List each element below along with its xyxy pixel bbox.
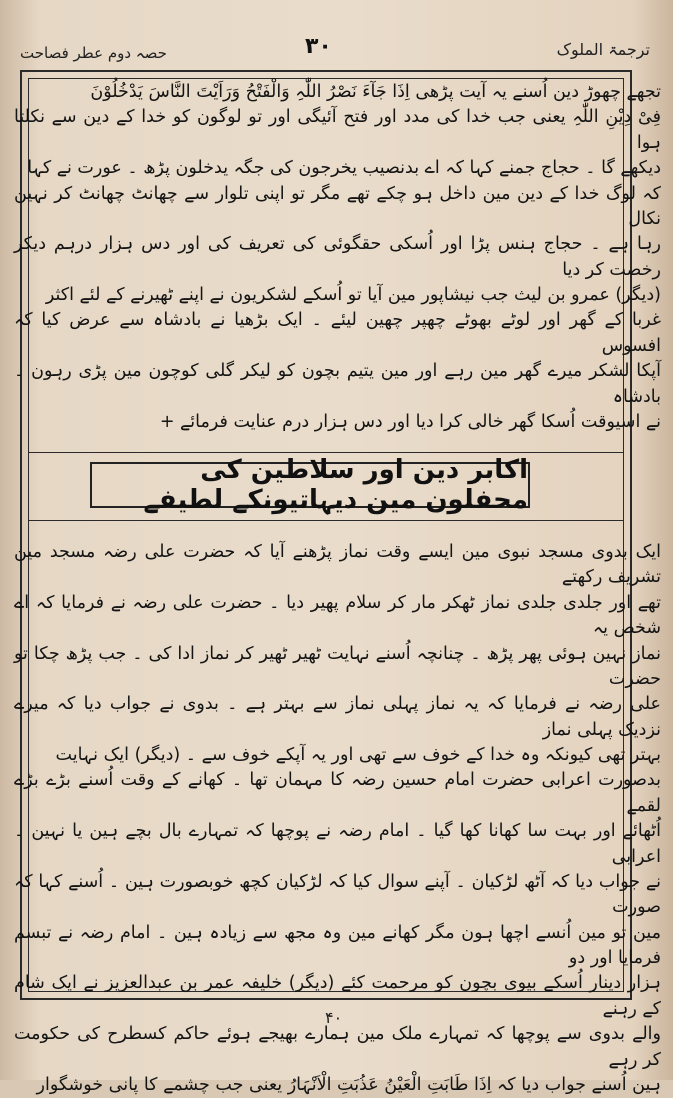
text-line: ایک بدوی مسجد نبوی مین ایسے وقت نماز پڑھنے آیا کہ حضرت علی رضہ مسجد مین تشریف رکھتے (14, 542, 661, 588)
page-header (20, 34, 650, 74)
text-line: تجھے چھوڑ دین اُسنے یہ آیت پڑھی اِذَا جَآءَ نَصْرُ اللّٰہِ وَالْفَتْحُ وَرَاَیْتَ النَّاسَ یَدْخُلُوْنَ (90, 82, 661, 102)
text-line: تھے اور جلدی جلدی نماز ٹھکر مار کر سلام پھیر دیا ۔ حضرت علی رضہ نے فرمایا کہ اے شخص یہ (14, 592, 661, 639)
section-title: حصہ دوم عطر فصاحت (20, 44, 167, 62)
text-line: فِیْ دِیْنِ اللّٰہِ یعنی جب خدا کی مدد اور فتح آئیگی اور تو لوگون کو خدا کے دین سے نکلتا ہوا (14, 107, 661, 153)
text-line: ہین اُسنے جواب دیا کہ اِذَا طَابَتِ الْعَیْنُ عَذُبَتِ الْاَنْہَارُ یعنی جب چشمے کا پانی خوشگوار (36, 1074, 661, 1095)
page-number: ۳۰ (305, 34, 332, 59)
text-line: بدصورت اعرابی حضرت امام حسین رضہ کا مہمان تھا ۔ کھانے کے وقت اُسنے بڑے بڑے لقمے (14, 770, 661, 816)
text-line: غربا کے گھر اور لوٹے بھوٹے چھپر چھین لیئے ۔ ایک بڑھیا نے بادشاہ سے عرض کیا کہ افسوس (14, 310, 661, 356)
text-line: نے جواب دیا کہ آٹھ لڑکیان ۔ آپنے سوال کیا کہ لڑکیان کچھ خوبصورت ہین ۔ اُسنے کہا کہ صورت (14, 871, 661, 918)
text-line: آپکا لشکر میرے گھر مین رہے اور مین یتیم بچون کو لیکر گلی کوچون مین پڑی رہون ۔ بادشاہ (14, 361, 661, 407)
section-divider-top (28, 452, 624, 453)
section-divider-bottom (28, 520, 624, 521)
text-line: علی رضہ نے فرمایا کہ یہ نماز پہلی نماز سے بہتر ہے ۔ بدوی نے جواب دیا کہ میرے نزدیک پہلی نماز (14, 694, 661, 740)
section-heading: اکابر دین اور سلاطین کی محفلون مین دیہاتیونکے لطیفے (90, 462, 530, 508)
text-line: نماز نہین ہوئی پھر پڑھ ۔ چنانچہ اُسنے نہایت ٹھیر ٹھیر کر نماز ادا کی ۔ جب پڑھ چکا تو حضرت (14, 643, 661, 689)
text-line: کہ لوگ خدا کے دین مین داخل ہو چکے تھے مگر تو اپنی تلوار سے چھانٹ چھانٹ کر نہین نکال (14, 183, 661, 229)
book-title: ترجمۃ الملوک (556, 40, 650, 59)
text-line: نے اسیوقت اُسکا گھر خالی کرا دیا اور دس ہزار درم عنایت فرمائے + (159, 411, 661, 432)
text-line: بہتر تھی کیونکہ وہ خدا کے خوف سے تھی اور یہ آپکے خوف سے ۔ (دیگر) ایک نہایت (55, 745, 661, 765)
text-line: والے بدوی سے پوچھا کہ تمہارے ملک مین ہمارے بھیجے ہوئے حاکم کسطرح کی حکومت کر رہے (14, 1024, 661, 1070)
text-line: ہزار دینار اُسکے بیوی بچون کو مرحمت کئے (دیگر) خلیفہ عمر بن عبدالعزیز نے ایک شام کے رہنے (14, 973, 661, 1019)
text-line: رہا ہے ۔ حجاج ہنس پڑا اور اُسکی حقگوئی کی تعریف کی اور دس ہزار درہم دیکر رخصت کر دیا (14, 234, 661, 280)
text-line: دیکھے گا ۔ حجاج جمنے کہا کہ اے بدنصیب یخرجون کی جگہ یدخلون پڑھ ۔ عورت نے کہا (27, 158, 661, 179)
page-footer: ۴۰ (325, 1008, 343, 1027)
text-line: (دیگر) عمرو بن لیث جب نیشاپور مین آیا تو اُسکے لشکریون نے اپنے ٹھیرنے کے لئے اکثر (45, 285, 661, 305)
text-line: مین تو مین اُنسے اچھا ہون مگر کھانے مین وہ مجھ سے زیادہ ہین ۔ امام رضہ نے تبسم فرمایا اور دو (14, 922, 661, 968)
text-block-top (14, 80, 661, 435)
text-line: اُٹھائے اور بہت سا کھانا کھا گیا ۔ امام رضہ نے پوچھا کہ تمہارے بال بچے ہین یا نہین ۔ اعرابی (14, 821, 661, 867)
